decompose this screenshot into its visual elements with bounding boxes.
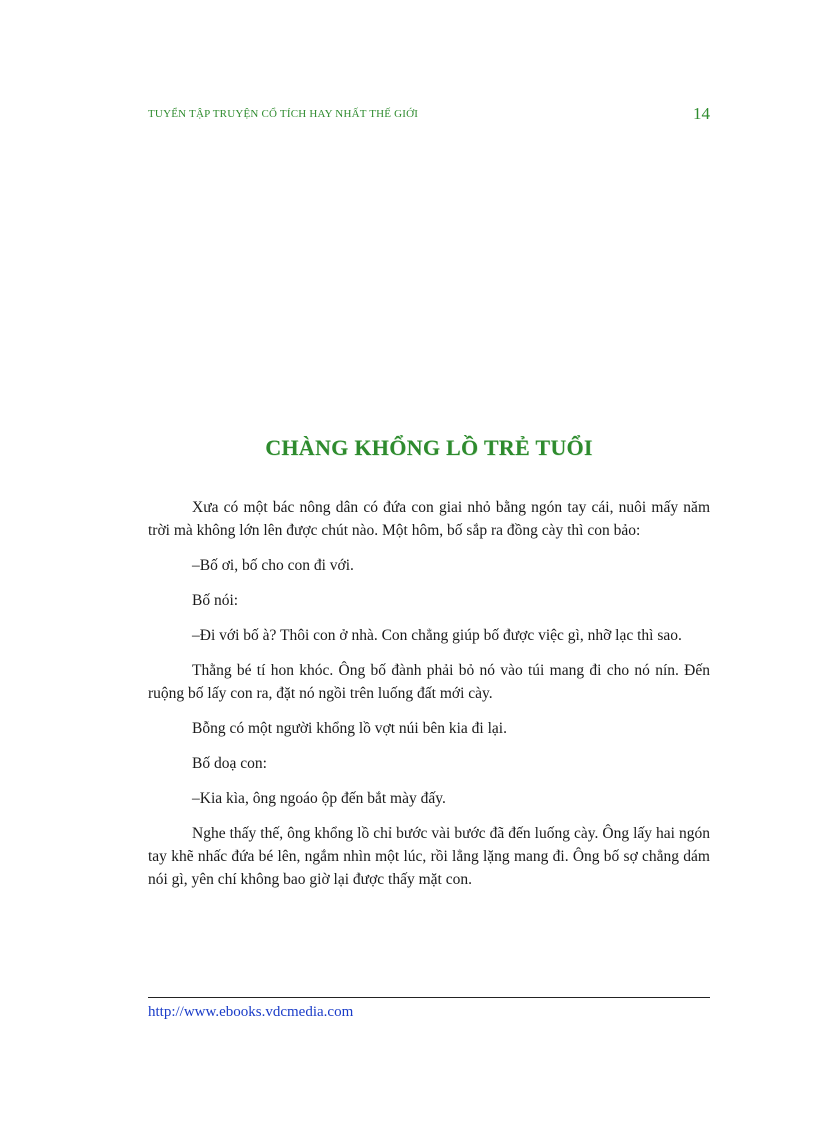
running-header xyxy=(148,104,710,124)
story-title: CHÀNG KHỔNG LỒ TRẺ TUỔI xyxy=(265,434,593,460)
footer-website-link[interactable]: http://www.ebooks.vdcmedia.com xyxy=(148,1004,354,1020)
paragraph: –Đi với bố à? Thôi con ở nhà. Con chẳng giúp bố được việc gì, nhỡ lạc thì sao. xyxy=(192,627,682,644)
paragraph: Thằng bé tí hon khóc. Ông bố đành phải bỏ nó vào túi mang đi cho nó nín. Đến ruộng bố lấy con ra, đặt nó ngồi trên luống đất mới cày. xyxy=(148,662,710,702)
paragraph: Bố nói: xyxy=(192,592,239,609)
paragraph: –Kia kìa, ông ngoáo ộp đến bắt mày đấy. xyxy=(192,790,446,807)
paragraph: Nghe thấy thế, ông khổng lồ chỉ bước vài bước đã đến luống cày. Ông lấy hai ngón tay khẽ nhấc đứa bé lên, ngắm nhìn một lúc, rồi lẳng lặng mang đi. Ông bố sợ chẳng dám nói gì, yên chí không bao giờ lại được thấy mặt con. xyxy=(148,825,710,888)
paragraph: Bố doạ con: xyxy=(192,755,267,772)
paragraph: Xưa có một bác nông dân có đứa con giai nhỏ bằng ngón tay cái, nuôi mấy năm trời mà không lớn lên được chút nào. Một hôm, bố sắp ra đồng cày thì con bảo: xyxy=(148,499,710,539)
footer-divider xyxy=(148,997,710,998)
paragraph: Bỗng có một người khổng lồ vợt núi bên kia đi lại. xyxy=(192,720,507,737)
story-body xyxy=(148,496,710,903)
paragraph: –Bố ơi, bố cho con đi với. xyxy=(192,557,354,574)
book-title: TUYỂN TẬP TRUYỆN CỔ TÍCH HAY NHẤT THẾ GIỚI xyxy=(148,108,419,120)
page-number: 14 xyxy=(693,104,710,123)
